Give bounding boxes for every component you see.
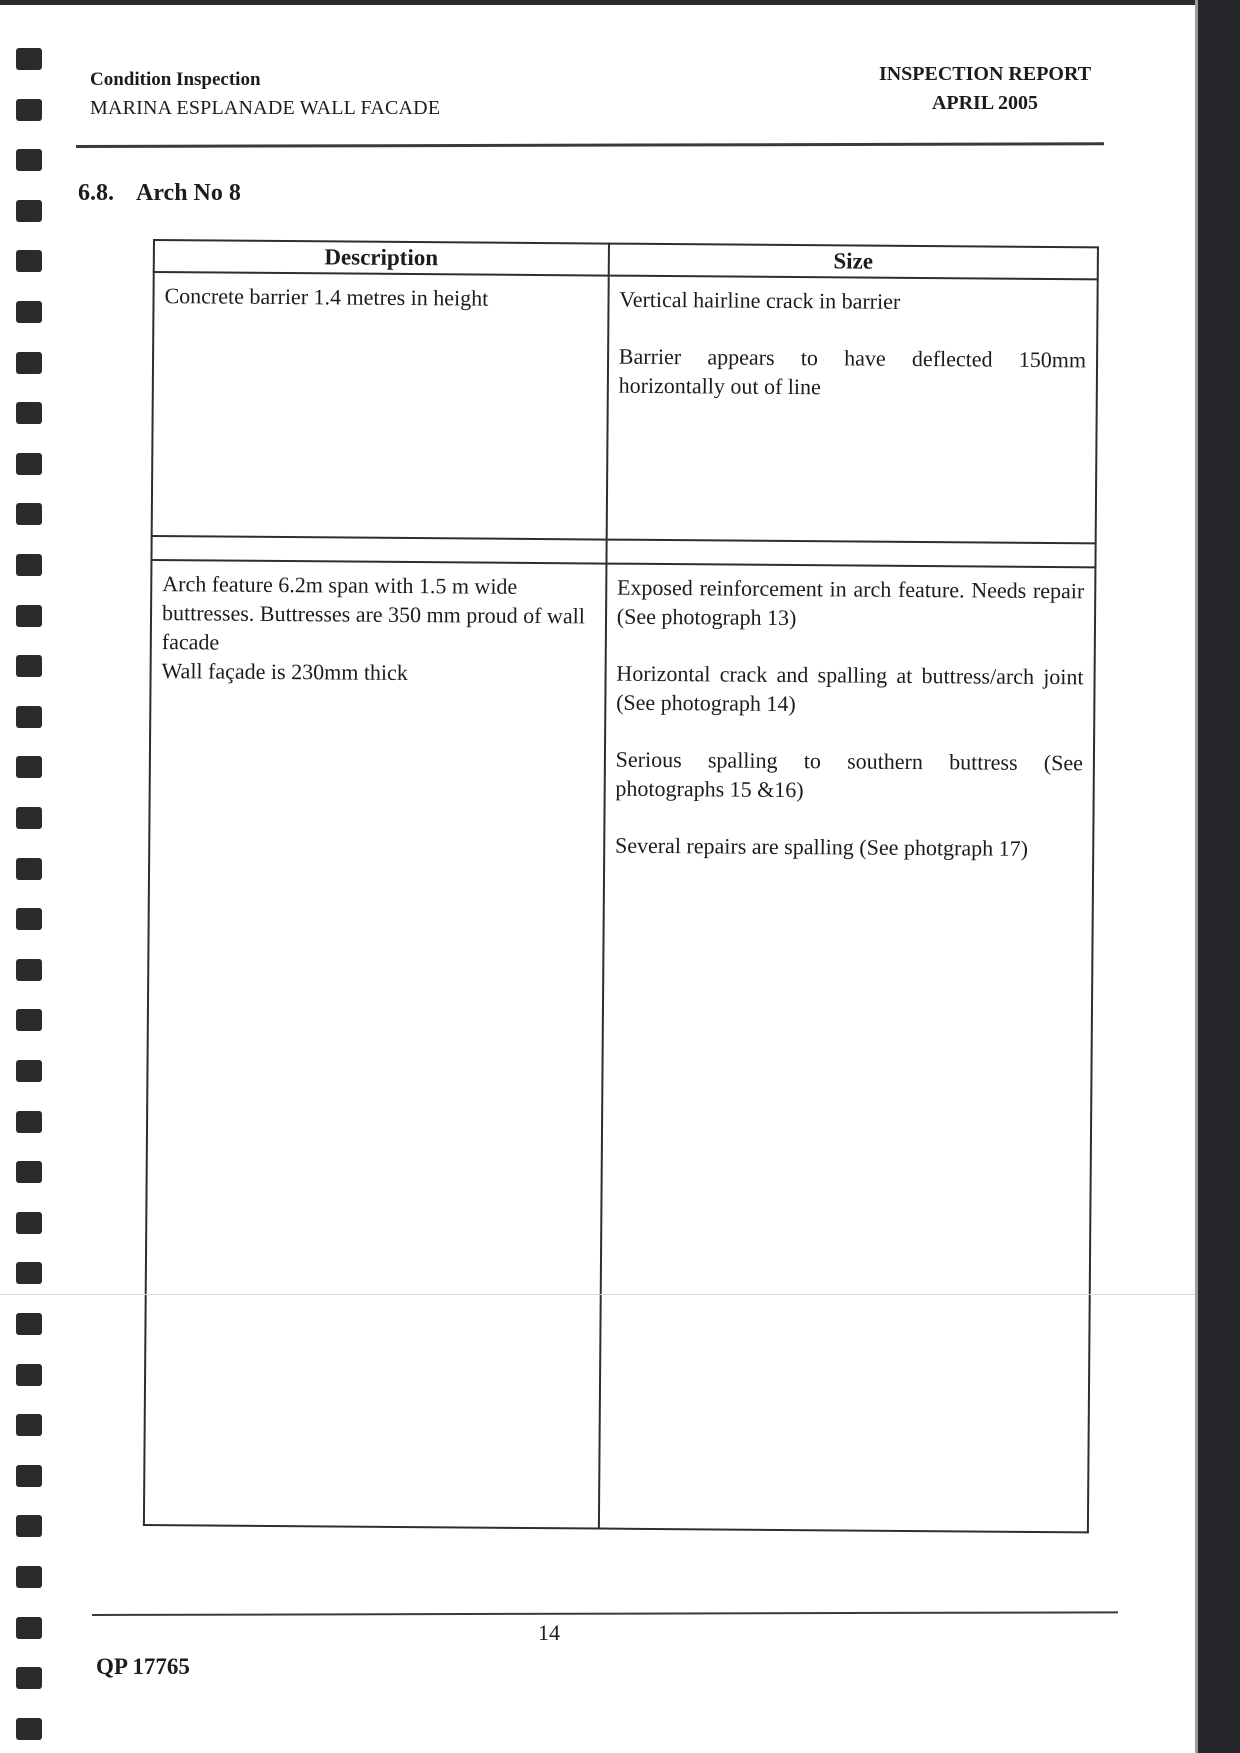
binding-hole: [16, 655, 42, 677]
column-header-size: Size: [608, 244, 1097, 280]
size-cell: [606, 276, 1097, 544]
description-cell: [152, 272, 609, 540]
header-left: [90, 66, 440, 122]
binding-hole: [16, 402, 42, 424]
header-right: [860, 60, 1110, 118]
binding-hole: [16, 605, 42, 627]
header-report-date: APRIL 2005: [931, 92, 1039, 114]
header-report-type: INSPECTION REPORT: [878, 63, 1092, 85]
size-note: Vertical hairline crack in barrier: [619, 286, 901, 314]
description-text: Concrete barrier 1.4 metres in height: [164, 283, 489, 311]
section-heading: [78, 180, 241, 207]
binding-hole: [16, 503, 42, 525]
binding-hole: [16, 1212, 42, 1234]
binding-hole: [16, 250, 42, 272]
size-note: Serious spalling to southern buttress (See photographs 15 &16): [615, 746, 1084, 803]
binding-hole: [16, 858, 42, 880]
binding-hole: [16, 1617, 42, 1639]
section-title: Arch No 8: [136, 180, 241, 206]
binding-hole: [16, 301, 42, 323]
size-note: Exposed reinforcement in arch feature. Needs repair (See photograph 13): [616, 574, 1085, 631]
binding-hole: [16, 48, 42, 70]
header-subtitle: Condition Inspection: [90, 69, 261, 90]
description-text: Arch feature 6.2m span with 1.5 m wide buttresses. Buttresses are 350 mm proud of wall facade: [161, 571, 585, 655]
binding-hole: [16, 200, 42, 222]
table-row: [152, 272, 1098, 543]
binding-hole: [16, 1161, 42, 1183]
description-cell: [144, 560, 606, 1529]
binding-hole: [16, 706, 42, 728]
binding-hole: [16, 1364, 42, 1386]
header-divider: [76, 142, 1104, 148]
inspection-table: [143, 239, 1099, 1533]
binding-hole: [16, 352, 42, 374]
binding-hole: [16, 1515, 42, 1537]
binding-hole: [16, 1465, 42, 1487]
size-note: Horizontal crack and spalling at buttress/arch joint (See photograph 14): [616, 660, 1084, 717]
size-cell: [599, 564, 1096, 1533]
binding-hole: [16, 149, 42, 171]
binding-hole: [16, 1262, 42, 1284]
binding-hole: [16, 1313, 42, 1335]
binding-hole: [16, 1414, 42, 1436]
header-project-title: MARINA ESPLANADE WALL FACADE: [90, 97, 441, 119]
binding-hole: [16, 1111, 42, 1133]
binding-hole: [16, 1060, 42, 1082]
binding-hole: [16, 554, 42, 576]
binding-hole: [16, 807, 42, 829]
footer-divider: [92, 1611, 1118, 1616]
binding-hole: [16, 99, 42, 121]
table-row: [144, 560, 1096, 1532]
description-text: Wall façade is 230mm thick: [161, 658, 408, 686]
scan-fold-line: [0, 1294, 1195, 1295]
page-right-edge: [1198, 0, 1240, 1753]
page-number: 14: [538, 1620, 560, 1645]
binding-hole: [16, 959, 42, 981]
section-number: 6.8.: [78, 180, 114, 206]
size-note: Several repairs are spalling (See photgraph 17): [614, 832, 1029, 861]
binding-hole: [16, 1009, 42, 1031]
binding-hole: [16, 453, 42, 475]
page-top-edge: [0, 0, 1240, 5]
column-header-description: Description: [154, 240, 609, 276]
empty-cell: [151, 536, 606, 564]
size-note: Barrier appears to have deflected 150mm horizontally out of line: [618, 343, 1087, 400]
binding-hole: [16, 1667, 42, 1689]
binding-hole: [16, 908, 42, 930]
binding-hole: [16, 756, 42, 778]
binding-hole: [16, 1566, 42, 1588]
binding-hole: [16, 1718, 42, 1740]
document-code: QP 17765: [96, 1654, 190, 1679]
